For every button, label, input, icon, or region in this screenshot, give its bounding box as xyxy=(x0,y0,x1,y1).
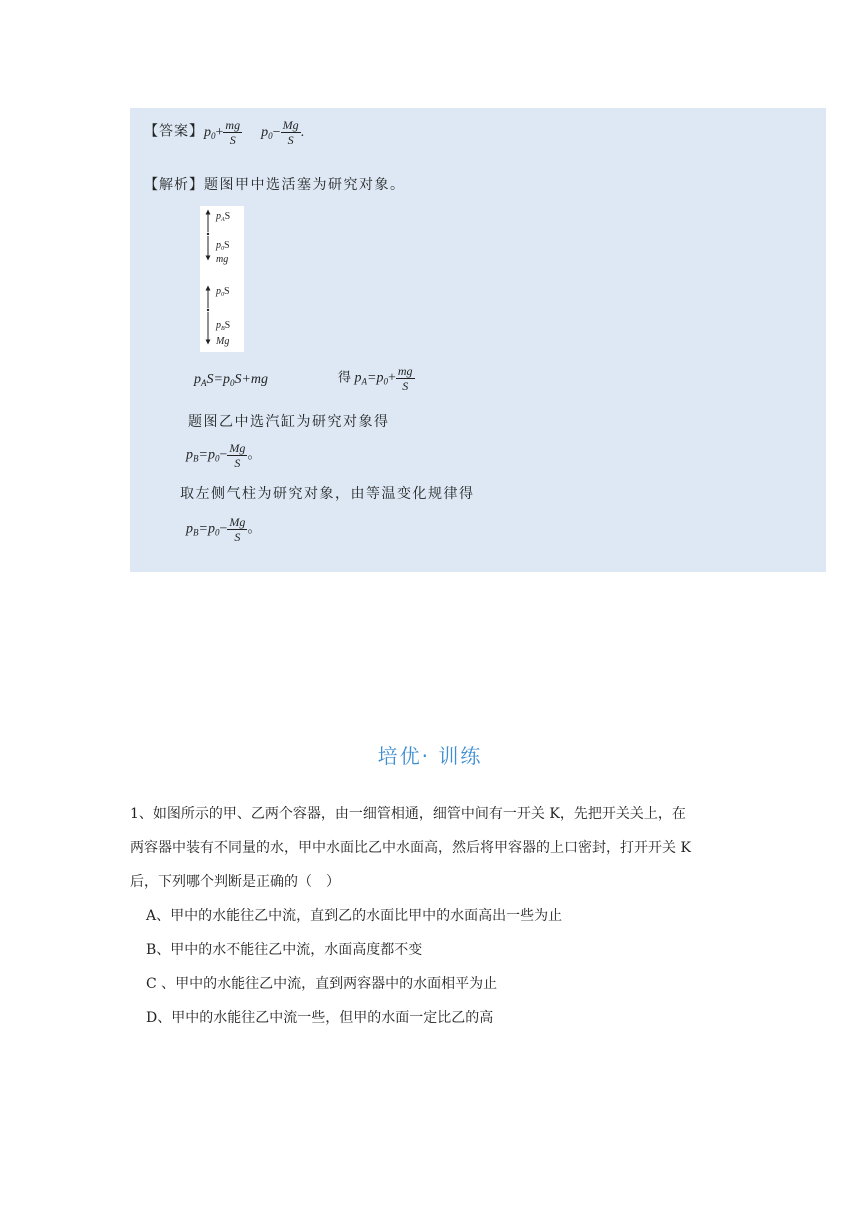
option-a: A、甲中的水能往乙中流，直到乙的水面比甲中的水面高出一些为止 xyxy=(146,908,563,924)
equation-2: $p_B=p_0-$ $\frac{Mg}{S}$ 。 xyxy=(186,441,262,470)
analysis-line-3: 取左侧气柱为研究对象，由等温变化规律得 xyxy=(180,486,475,502)
diagram-label-p0S-2: $p_0S$ xyxy=(216,286,230,298)
diagram-label-mg: mg xyxy=(216,254,229,265)
answer-expr1: $p_0+$ $\frac{mg}{S}$ xyxy=(204,118,241,147)
analysis-label: 【解析】 xyxy=(144,177,204,193)
option-d: D、甲中的水能往乙中流一些，但甲的水面一定比乙的高 xyxy=(146,1010,494,1026)
answer-expr2: $p_0-$ $\frac{Mg}{S}$ . xyxy=(261,118,305,147)
question-line-1: 1、如图所示的甲、乙两个容器，由一细管相通，细管中间有一开关 K，先把开关关上，在 xyxy=(130,806,686,822)
question-line-3: 后，下列哪个判断是正确的（ ） xyxy=(130,874,340,890)
diagram-label-pbS: $p_BS$ xyxy=(216,320,231,332)
force-arrows-figure xyxy=(200,206,244,352)
section-title: 培优· 训练 xyxy=(377,744,483,768)
diagram-label-paS: $p_AS$ xyxy=(216,211,231,223)
equation-1: $p_AS=p_0S+mg$ xyxy=(194,372,269,388)
fraction: $\frac{Mg}{S}$ xyxy=(229,441,246,470)
fraction: $\frac{mg}{S}$ xyxy=(225,118,241,147)
diagram-label-p0S: $p_0S$ xyxy=(216,240,230,252)
equation-1-result: 得 $p_A=p_0+$ $\frac{mg}{S}$ xyxy=(338,364,413,393)
diagram-label-Mg: Mg xyxy=(216,336,230,347)
analysis-intro xyxy=(144,174,406,194)
analysis-line-2: 题图乙中选汽缸为研究对象得 xyxy=(188,414,390,430)
answer-line xyxy=(144,118,304,147)
option-c: C 、甲中的水能往乙中流，直到两容器中的水面相平为止 xyxy=(146,976,498,992)
analysis-intro-text: 题图甲中选活塞为研究对象。 xyxy=(204,177,406,193)
question-line-2: 两容器中装有不同量的水，甲中水面比乙中水面高，然后将甲容器的上口密封，打开开关 K xyxy=(130,840,691,856)
fraction: $\frac{mg}{S}$ xyxy=(397,364,413,393)
equation-3: $p_B=p_0-$ $\frac{Mg}{S}$ 。 xyxy=(186,515,262,544)
option-b: B、甲中的水不能往乙中流，水面高度都不变 xyxy=(146,942,423,958)
fraction: $\frac{Mg}{S}$ xyxy=(229,515,246,544)
answer-label: 【答案】 xyxy=(144,123,204,140)
force-diagram xyxy=(200,206,244,352)
fraction: $\frac{Mg}{S}$ xyxy=(282,118,299,147)
